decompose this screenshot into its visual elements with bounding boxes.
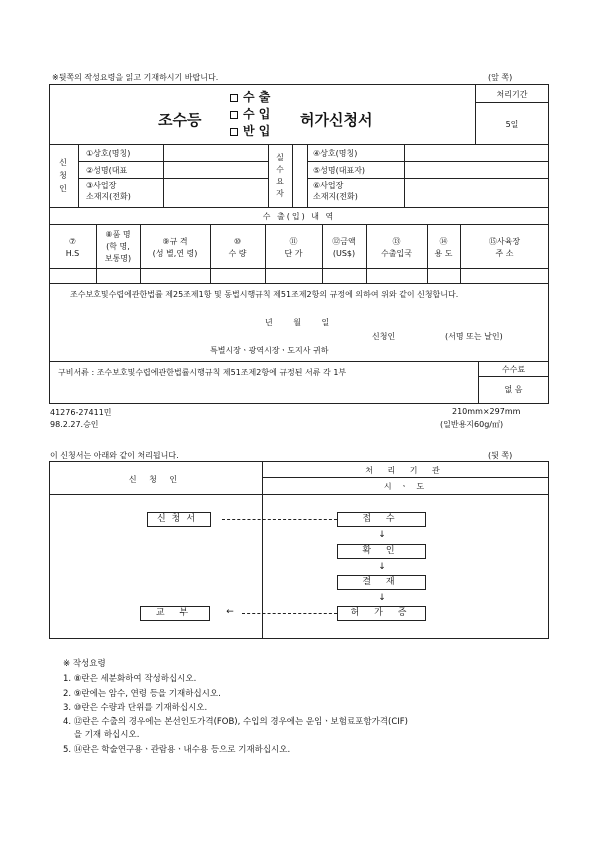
approval-date: 98.2.27.승인 xyxy=(50,420,99,429)
form-title-prefix: 조수등 xyxy=(158,111,202,129)
processing-period-value: 5일 xyxy=(505,120,519,129)
notes-heading: ※ 작성요령 xyxy=(63,659,106,669)
option-export[interactable]: 수 출 xyxy=(230,89,270,106)
application-statement: 조수보호및수렵에관한법률 제25조제1항 및 동법시행규칙 제51조제2항의 규정에 의하여 위와 같이 신청합니다. xyxy=(70,290,459,299)
date-line: 년 월 일 xyxy=(265,318,330,327)
note-item: 3. ⑩란은 수량과 단위를 기재하십시오. xyxy=(63,703,208,713)
note-item: 2. ⑨란에는 암수, 연령 등을 기재하십시오. xyxy=(63,689,221,699)
paper-type: (일반용지60g/㎡) xyxy=(440,420,504,429)
form-title-suffix: 허가신청서 xyxy=(300,111,373,129)
back-page-label: (뒷 쪽) xyxy=(488,451,513,460)
end-user-name-field[interactable] xyxy=(405,163,548,177)
checkbox-icon[interactable] xyxy=(230,94,238,102)
end-user-address-field[interactable] xyxy=(405,180,548,206)
arrow-left-icon: ← xyxy=(226,607,234,617)
addressee: 특별시장ㆍ광역시장ㆍ도지사 귀하 xyxy=(210,346,329,355)
front-page-label: (앞 쪽) xyxy=(488,73,513,82)
applicant-company-label: ①상호(명칭) xyxy=(86,149,131,158)
flow-applicant-column: 신 청 인 xyxy=(128,475,183,484)
note-item: 5. ⑭란은 학술연구용ㆍ관람용ㆍ내수용 등으로 기재하십시오. xyxy=(63,745,291,755)
col-breeding-address: ⑮사육장 주 소 xyxy=(488,237,521,258)
col-country: ⑬ 수출입국 xyxy=(381,237,412,258)
applicant-address-field[interactable] xyxy=(164,180,267,206)
col-specification: ⑨규 격 (성 별,연 령) xyxy=(152,237,198,258)
applicant-section-label: 신 청 인 xyxy=(59,158,67,193)
col-quantity: ⑩ 수 량 xyxy=(228,237,247,258)
applicant-name-label: ②성명(대표 xyxy=(86,166,128,175)
checkbox-icon[interactable] xyxy=(230,128,238,136)
arrow-down-icon: ↓ xyxy=(378,530,386,540)
form-type-options xyxy=(230,89,270,140)
option-bring-in[interactable]: 반 입 xyxy=(230,123,270,140)
end-user-name-label: ⑤성명(대표자) xyxy=(313,166,366,175)
flow-step-approval: 결 재 xyxy=(337,575,426,590)
end-user-company-field[interactable] xyxy=(405,146,548,160)
fee-value: 없 음 xyxy=(504,385,523,394)
form-number: 41276-27411민 xyxy=(50,408,112,417)
signature-note: (서명 또는 날인) xyxy=(445,332,503,341)
option-import[interactable]: 수 입 xyxy=(230,106,270,123)
flow-step-receipt: 접 수 xyxy=(337,512,426,527)
applicant-company-field[interactable] xyxy=(164,146,267,160)
col-item-name: ⑧품 명 (학 명, 보통명) xyxy=(104,230,132,263)
applicant-address-label: ③사업장 소재지(전화) xyxy=(86,181,131,201)
applicant-name-field[interactable] xyxy=(164,163,267,177)
flow-agency-sub: 시 ㆍ 도 xyxy=(383,482,428,491)
note-item: 4. ⑫란은 수출의 경우에는 본선인도가격(FOB), 수입의 경우에는 운임ㆍ보험료포함가격(CIF) xyxy=(63,717,408,727)
col-purpose: ⑭ 용 도 xyxy=(434,237,453,258)
col-unit-price: ⑪ 단 가 xyxy=(284,237,303,258)
flow-step-issuance: 교 부 xyxy=(140,606,210,621)
back-intro: 이 신청서는 아래와 같이 처리됩니다. xyxy=(50,451,179,460)
col-hs: ⑦ H.S xyxy=(65,237,80,258)
arrow-down-icon: ↓ xyxy=(378,562,386,572)
paper-size: 210mm×297mm xyxy=(452,407,521,416)
signature-applicant-label: 신청인 xyxy=(372,332,396,341)
fee-label: 수수료 xyxy=(501,365,526,374)
details-entry-row[interactable] xyxy=(50,269,548,282)
col-amount: ⑫금액 (US$) xyxy=(332,237,356,258)
flow-step-application: 신청서 xyxy=(147,512,211,527)
required-documents: 구비서류 : 조수보호및수렵에관한법률시행규칙 제51조제2항에 규정된 서류 각 1부 xyxy=(58,368,347,377)
arrow-down-icon: ↓ xyxy=(378,593,386,603)
top-note: ※뒷쪽의 작성요령을 읽고 기재하시기 바랍니다. xyxy=(52,73,219,82)
end-user-address-label: ⑥사업장 소재지(전화) xyxy=(313,181,358,201)
details-header: 수 출(입) 내 역 xyxy=(262,212,336,221)
end-user-section-label: 실 수 요 자 xyxy=(276,153,284,198)
processing-period-label: 처리기간 xyxy=(496,90,528,99)
flow-step-verification: 확 인 xyxy=(337,544,426,559)
end-user-company-label: ④상호(명칭) xyxy=(313,149,358,158)
flow-step-permit: 허 가 증 xyxy=(337,606,426,621)
checkbox-icon[interactable] xyxy=(230,111,238,119)
note-item: 1. ⑧란은 세분화하여 작성하십시오. xyxy=(63,674,197,684)
flow-agency-column: 처 리 기 관 xyxy=(365,466,446,475)
note-item-continued: 을 기재 하십시오. xyxy=(63,730,140,740)
